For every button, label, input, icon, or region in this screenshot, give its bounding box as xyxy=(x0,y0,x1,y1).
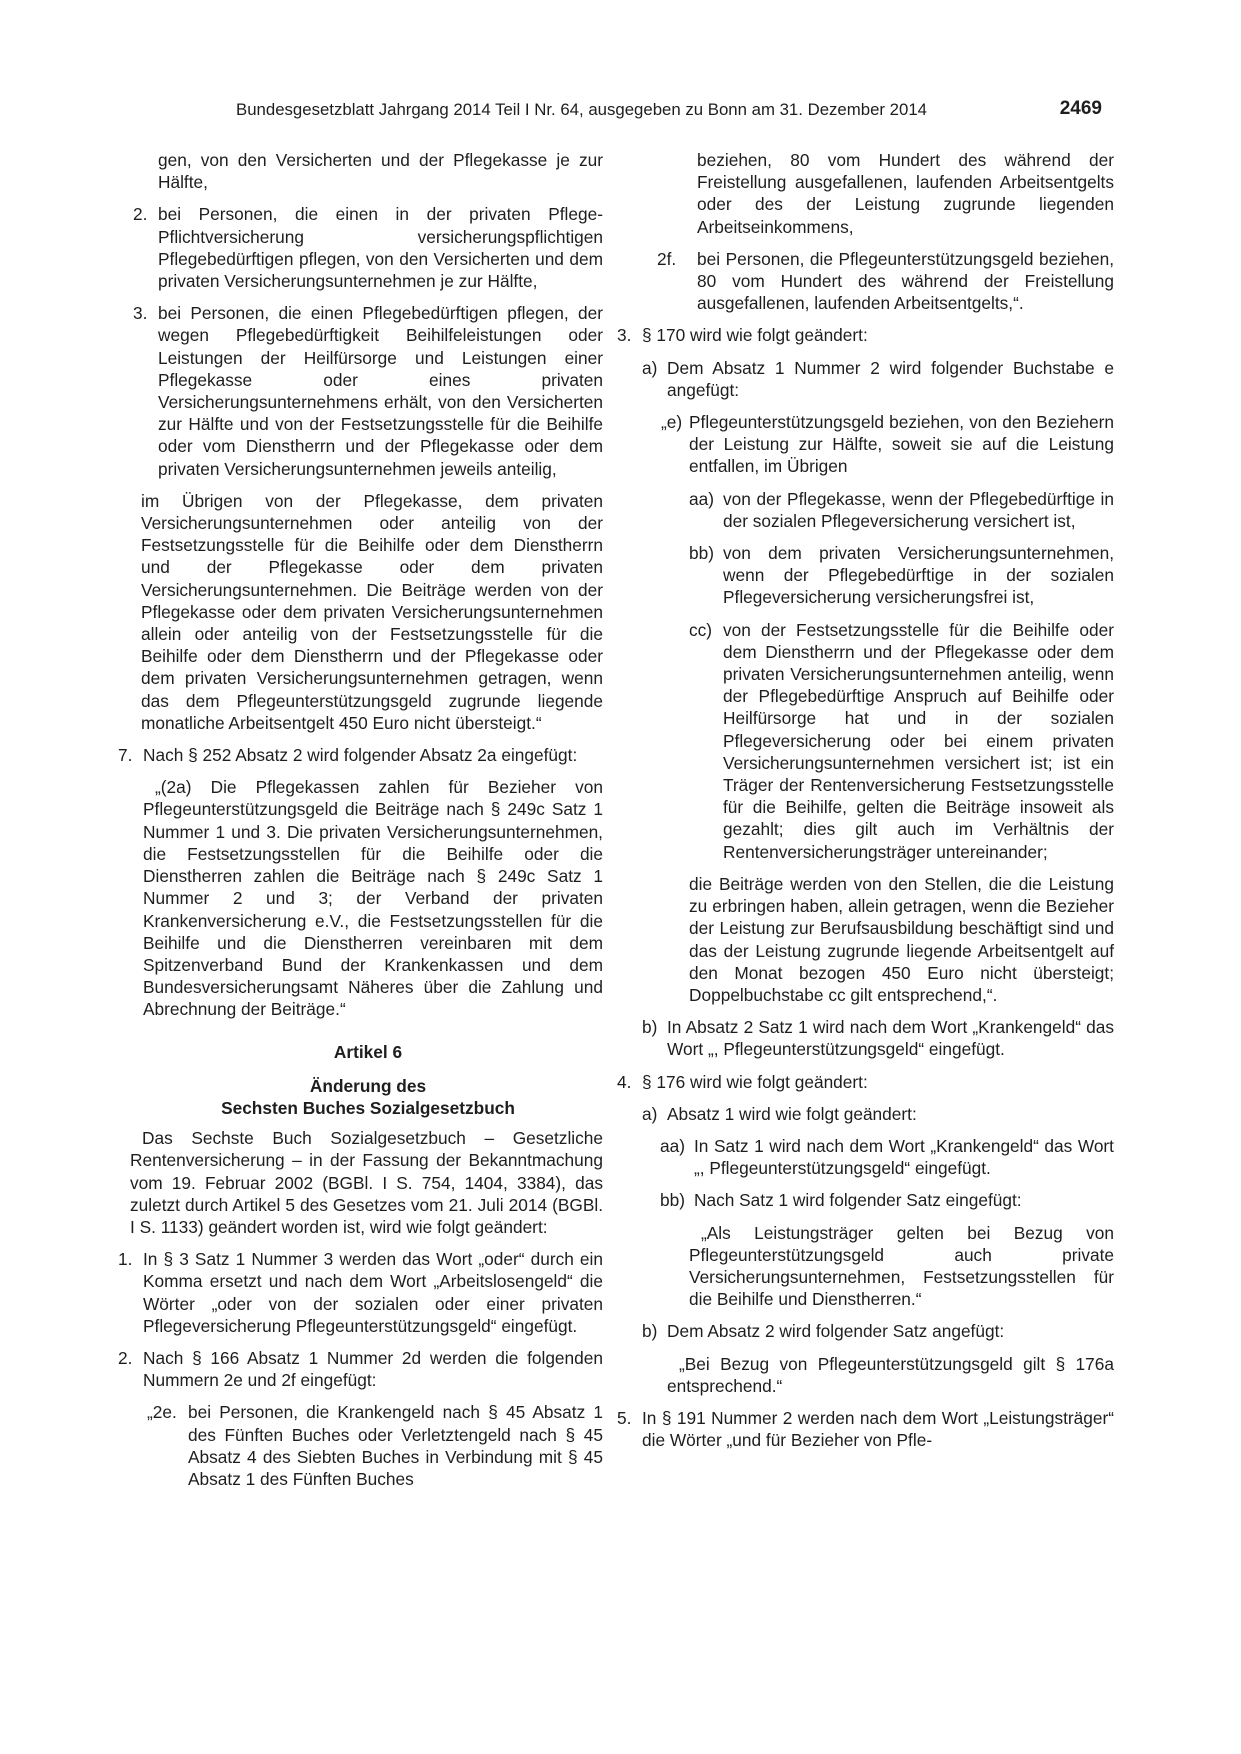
list-item xyxy=(118,1347,603,1391)
list-item xyxy=(689,542,1114,609)
item-number: 1. xyxy=(118,1249,133,1270)
list-item xyxy=(147,1401,603,1490)
item-number: 4. xyxy=(617,1071,632,1092)
list-item xyxy=(642,1016,1114,1060)
quoted-paragraph: „Bei Bezug von Pflegeunterstützungsgeld gilt § 176a entsprechend.“ xyxy=(667,1353,1114,1396)
item-number: „e) xyxy=(661,412,683,433)
item-number: „2e. xyxy=(147,1402,177,1423)
item-text: In § 3 Satz 1 Nummer 3 werden das Wort „oder“ durch ein Komma ersetzt und nach dem Wort „Arbeitslosengeld“ die Wörter „oder von der sozialen oder einer privaten Pflegeversicherung Pflegeunterstützungsgeld“ eingefügt. xyxy=(143,1249,603,1336)
item-number: 7. xyxy=(118,745,133,766)
item-text: bei Personen, die einen in der privaten Pflege-Pflichtversicherung versicherungspflichtigen Pflegebedürftigen pflegen, von den Versicherten und dem privaten Versicherungsunternehmen je zur Hälfte, xyxy=(158,204,603,292)
quoted-paragraph: „Als Leistungsträger gelten bei Bezug von Pflegeunterstützungsgeld auch private Versicherungsunternehmen, Festsetzungsstellen für die Beihilfe und Dienstherren.“ xyxy=(689,1222,1114,1310)
item-text: Dem Absatz 1 Nummer 2 wird folgender Buchstabe e angefügt: xyxy=(667,357,1114,400)
list-item xyxy=(118,1248,603,1337)
item-number: aa) xyxy=(660,1135,685,1156)
item-number: bb) xyxy=(689,543,714,564)
item-text: bei Personen, die Pflegeunterstützungsgeld beziehen, 80 vom Hundert des während der Freistellung ausgefallenen, laufenden Arbeitsentgelts,“. xyxy=(697,248,1114,314)
item-number: 3. xyxy=(617,325,632,346)
list-item xyxy=(133,203,603,292)
item-number: a) xyxy=(642,1103,658,1124)
list-item xyxy=(617,1071,1102,1093)
item-text: Dem Absatz 2 wird folgender Satz angefügt: xyxy=(667,1321,1005,1342)
continued-text: gen, von den Versicherten und der Pflegekasse je zur Hälfte, xyxy=(158,150,603,193)
item-text: bei Personen, die einen Pflegebedürftigen pflegen, der wegen Pflegebedürftigkeit Beihilfeleistungen oder Leistungen der Heilfürsorge und Leistungen einer Pflegekasse oder eines privaten Versicherungsunternehmens erhält, von den Versicherten zur Hälfte und von der Festsetzungsstelle für die Beihilfe oder vom Dienstherrn und der Pflegekasse oder dem privaten Versicherungsunternehmen jeweils anteilig, xyxy=(158,303,603,479)
item-text: Nach § 166 Absatz 1 Nummer 2d werden die folgenden Nummern 2e und 2f eingefügt: xyxy=(143,1347,603,1391)
item-number: b) xyxy=(642,1017,658,1038)
item-text: von der Pflegekasse, wenn der Pflegebedürftige in der sozialen Pflegeversicherung versichert ist, xyxy=(723,488,1114,531)
item-text: Nach Satz 1 wird folgender Satz eingefügt: xyxy=(694,1190,1022,1211)
item-number: 2. xyxy=(118,1347,133,1368)
item-number: bb) xyxy=(660,1190,685,1211)
header-title: Bundesgesetzblatt Jahrgang 2014 Teil I Nr. 64, ausgegeben zu Bonn am 31. Dezember 2014 xyxy=(236,100,927,119)
item-text: Absatz 1 wird wie folgt geändert: xyxy=(667,1103,917,1124)
list-item xyxy=(617,1407,1114,1451)
item-number: 3. xyxy=(133,303,148,324)
item-number: cc) xyxy=(689,619,713,640)
item-text: von dem privaten Versicherungsunternehmen, wenn der Pflegebedürftige in der sozialen Pflegeversicherung versicherungsfrei ist, xyxy=(723,543,1114,608)
item-text: von der Festsetzungsstelle für die Beihilfe oder dem Dienstherrn und der Pflegekasse oder dem privaten Versicherungsunternehmen anteilig, wenn der Pflegebedürftige Anspruch auf Beihilfe oder Heilfürsorge hat und in der sozialen Pflegeversicherung oder bei einem privaten Versicherungsunternehmen versichert ist; ist ein Träger der Rentenversicherung Festsetzungsstelle für die Beihilfe, gelten die Beiträge insoweit als gezahlt; dies gilt auch im Verhältnis der Rentenversicherungsträger untereinander; xyxy=(723,619,1114,862)
item-text: In Satz 1 wird nach dem Wort „Krankengeld“ das Wort „, Pflegeunterstützungsgeld“ eingefügt. xyxy=(694,1135,1114,1179)
list-item xyxy=(661,411,1114,478)
list-item xyxy=(660,1135,1114,1179)
continued-text: beziehen, 80 vom Hundert des während der Freistellung ausgefallenen, laufenden Arbeitsentgelts oder des der Leistung zugrunde liegenden Arbeitseinkommens, xyxy=(697,150,1114,237)
item-number: aa) xyxy=(689,488,714,509)
list-item xyxy=(689,619,1114,863)
paragraph: die Beiträge werden von den Stellen, die die Leistung zu erbringen haben, allein getragen, wenn die Bezieher der Leistung zur Berufsausbildung beschäftigt sind und das der Leistung zugrunde liegende Arbeitsentgelt auf den Monat bezogen 450 Euro nicht übersteigt; Doppelbuchstabe cc gilt entsprechend,“. xyxy=(689,873,1114,1005)
article-title: Artikel 6 xyxy=(333,1041,403,1062)
list-item xyxy=(617,324,1102,346)
list-item xyxy=(660,1189,1114,1211)
item-text: § 176 wird wie folgt geändert: xyxy=(642,1071,868,1092)
item-text: Pflegeunterstützungsgeld beziehen, von den Beziehern der Leistung zur Hälfte, soweit sie auf die Leistung entfallen, im Übrigen xyxy=(689,412,1114,477)
list-item xyxy=(118,744,603,766)
item-text: In Absatz 2 Satz 1 wird nach dem Wort „Krankengeld“ das Wort „, Pflegeunterstützungsgeld“ eingefügt. xyxy=(667,1017,1114,1060)
item-text: § 170 wird wie folgt geändert: xyxy=(642,325,868,346)
article-subtitle-2: Sechsten Buches Sozialgesetzbuch xyxy=(221,1097,515,1118)
list-item xyxy=(133,302,603,480)
page-header xyxy=(0,100,1241,124)
list-item xyxy=(689,488,1114,532)
item-number: b) xyxy=(642,1321,658,1342)
item-number: 2. xyxy=(133,204,148,225)
list-item xyxy=(642,1320,1102,1342)
item-number: a) xyxy=(642,357,658,378)
item-text: In § 191 Nummer 2 werden nach dem Wort „Leistungsträger“ die Wörter „und für Bezieher von Pfle- xyxy=(642,1407,1114,1451)
item-text: bei Personen, die Krankengeld nach § 45 Absatz 1 des Fünften Buches oder Verletztengeld nach § 45 Absatz 4 des Siebten Buches in Verbindung mit § 45 Absatz 1 des Fünften Buches xyxy=(188,1402,603,1489)
list-item xyxy=(642,357,1114,401)
page-number: 2469 xyxy=(1059,98,1102,119)
quoted-paragraph: „(2a) Die Pflegekassen zahlen für Bezieher von Pflegeunterstützungsgeld die Beiträge nach § 249c Satz 1 Nummer 1 und 3. Die privaten Versicherungsunternehmen, die Festsetzungsstellen für die Beihilfe oder die Dienstherren zahlen die Beiträge nach § 249c Satz 1 Nummer 2 und 3; der Verband der privaten Krankenversicherung e.V., die Festsetzungsstellen für die Beihilfe und die Dienstherren vereinbaren mit dem Spitzenverband Bund der Krankenkassen und dem Bundesversicherungsamt Näheres über die Zahlung und Abrechnung der Beiträge.“ xyxy=(143,777,603,1020)
item-text: Nach § 252 Absatz 2 wird folgender Absatz 2a eingefügt: xyxy=(143,745,578,766)
list-item xyxy=(642,1103,1102,1125)
intro-paragraph: Das Sechste Buch Sozialgesetzbuch – Gesetzliche Rentenversicherung – in der Fassung der Bekanntmachung vom 19. Februar 2002 (BGBl. I S. 754, 1404, 3384), das zuletzt durch Artikel 5 des Gesetzes vom 21. Juli 2014 (BGBl. I S. 1133) geändert worden ist, wird wie folgt geändert: xyxy=(130,1128,603,1237)
right-column xyxy=(617,149,1114,1461)
item-number: 5. xyxy=(617,1407,632,1428)
item-number: 2f. xyxy=(657,248,677,269)
left-column xyxy=(118,149,603,1500)
article-subtitle-1: Änderung des xyxy=(309,1075,427,1096)
paragraph: im Übrigen von der Pflegekasse, dem privaten Versicherungsunternehmen oder anteilig von der Festsetzungsstelle für die Beihilfe oder dem Dienstherrn und der Pflegekasse oder dem privaten Versicherungsunternehmen. Die Beiträge werden von der Pflegekasse oder dem privaten Versicherungsunternehmen allein oder anteilig von der Festsetzungsstelle für die Beihilfe oder dem Dienstherrn und der Pflegekasse oder dem privaten Versicherungsunternehmen getragen, wenn das dem Pflegeunterstützungsgeld zugrunde liegende monatliche Arbeitsentgelt 450 Euro nicht übersteigt.“ xyxy=(141,490,603,733)
list-item xyxy=(657,248,1114,315)
